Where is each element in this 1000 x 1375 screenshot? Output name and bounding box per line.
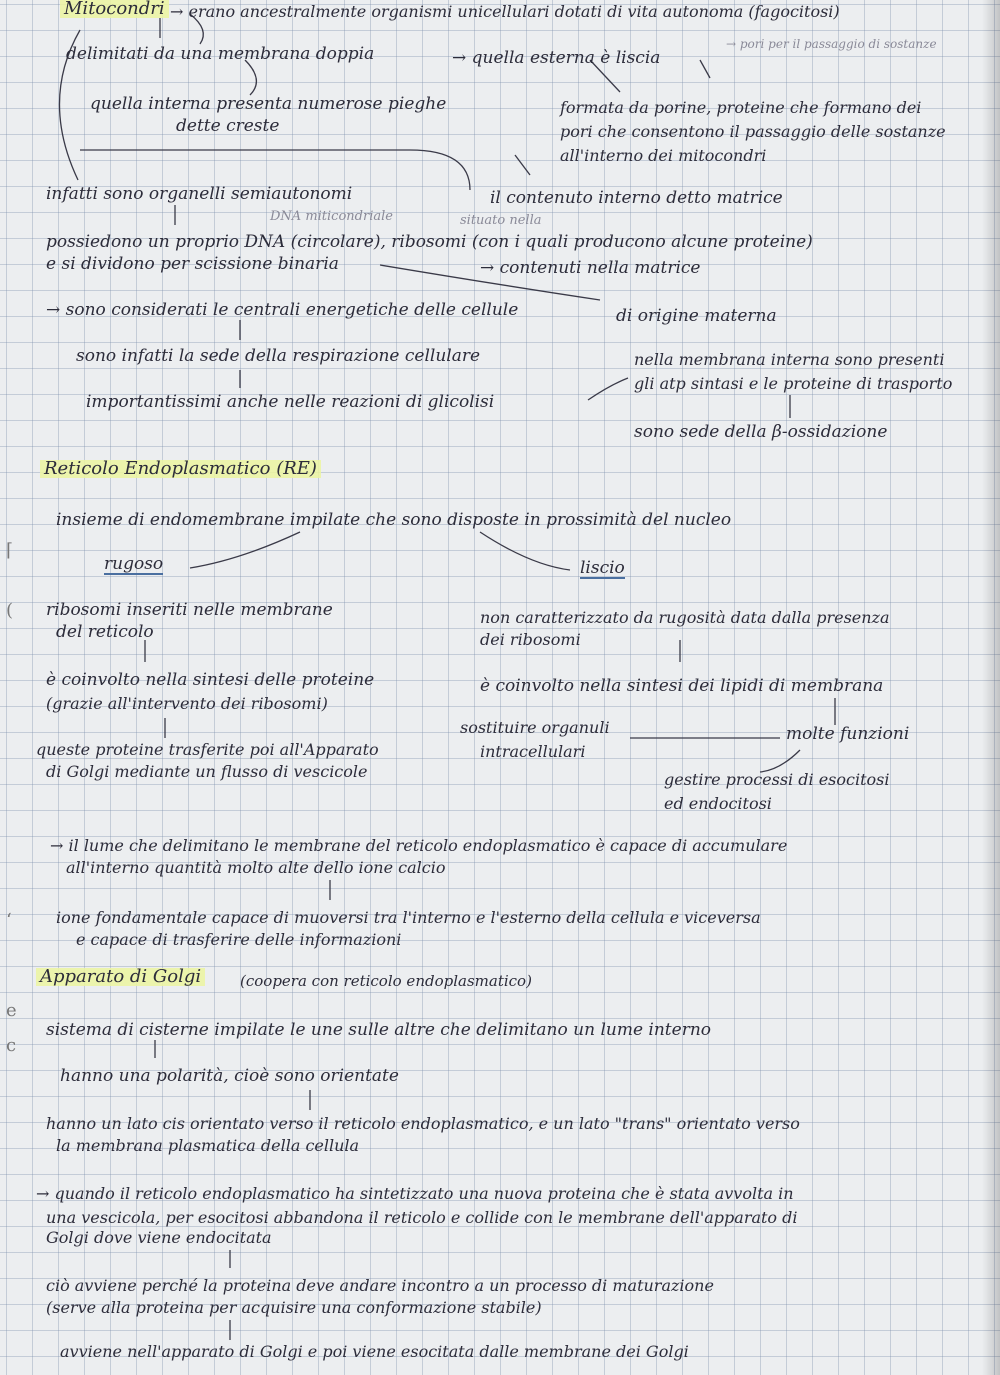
golgi-line-3: hanno un lato cis orientato verso il reticolo endoplasmatico, e un lato "trans" orientato verso: [46, 1114, 800, 1133]
golgi-line-7: Golgi dove viene endocitata: [46, 1228, 272, 1247]
golgi-line-5: → quando il reticolo endoplasmatico ha sintetizzato una nuova proteina che è stata avvolta in: [36, 1184, 794, 1203]
mito-right-1: formata da porine, proteine che formano dei: [560, 98, 922, 117]
golgi-line-9: (serve alla proteina per acquisire una conformazione stabile): [46, 1298, 542, 1317]
margin-mark: ⌈: [6, 540, 14, 561]
re-rugoso-1: ribosomi inseriti nelle membrane: [46, 600, 333, 620]
re-rugoso-6: di Golgi mediante un flusso di vescicole: [46, 762, 368, 781]
re-liscio-8: ed endocitosi: [664, 794, 772, 813]
re-liscio-6: intracellulari: [480, 742, 586, 761]
re-liscio-4: molte funzioni: [786, 724, 910, 744]
re-line-1: insieme di endomembrane impilate che sono disposte in prossimità del nucleo: [56, 510, 732, 530]
golgi-line-4: la membrana plasmatica della cellula: [56, 1136, 360, 1155]
mito-line-1: → erano ancestralmente organismi unicellulari dotati di vita autonoma (fagocitosi): [170, 2, 840, 21]
arrow: [190, 532, 300, 568]
margin-mark: c: [6, 1035, 17, 1056]
mito-right-2: pori che consentono il passaggio delle sostanze: [560, 122, 946, 141]
arrow: [245, 60, 256, 95]
arrow: [480, 532, 570, 570]
mito-right-4: nella membrana interna sono presenti: [634, 350, 945, 369]
mito-line-6: e si dividono per scissione binaria: [46, 254, 339, 274]
mito-line-6b: → contenuti nella matrice: [480, 258, 701, 278]
mito-dna-note: DNA miticondriale: [270, 209, 393, 224]
arrow: [700, 60, 710, 78]
mito-right-3: all'interno dei mitocondri: [560, 146, 767, 165]
mito-line-8: sono infatti la sede della respirazione cellulare: [76, 346, 481, 366]
margin-mark: e: [6, 1000, 17, 1021]
mito-line-4: infatti sono organelli semiautonomi: [46, 184, 353, 204]
golgi-line-10: avviene nell'apparato di Golgi e poi viene esocitata dalle membrane dei Golgi: [60, 1342, 689, 1361]
re-liscio-5: sostituire organuli: [460, 718, 610, 737]
golgi-line-8: ciò avviene perché la proteina deve andare incontro a un processo di maturazione: [46, 1276, 714, 1295]
mito-line-9: importantissimi anche nelle reazioni di glicolisi: [86, 392, 495, 412]
re-liscio-3: è coinvolto nella sintesi dei lipidi di membrana: [480, 676, 884, 696]
mito-line-5: possiedono un proprio DNA (circolare), ribosomi (con i quali producono alcune proteine): [46, 232, 813, 252]
golgi-title: Apparato di Golgi: [36, 968, 205, 986]
mito-line-2b: → quella esterna è liscia: [452, 48, 661, 68]
mito-right-6: sono sede della β-ossidazione: [634, 422, 888, 442]
golgi-line-2: hanno una polarità, cioè sono orientate: [60, 1066, 399, 1086]
mito-line-7b: di origine materna: [616, 306, 777, 326]
arrow: [760, 750, 800, 772]
re-rugoso: rugoso: [104, 554, 164, 574]
re-title: Reticolo Endoplasmatico (RE): [40, 460, 321, 478]
mito-right-5: gli atp sintasi e le proteine di trasporto: [634, 374, 953, 393]
golgi-subtitle: (coopera con reticolo endoplasmatico): [240, 972, 532, 990]
golgi-line-6: una vescicola, per esocitosi abbandona il reticolo e collide con le membrane dell'apparato di: [46, 1208, 798, 1227]
margin-mark: ‘: [6, 910, 12, 931]
re-liscio: liscio: [580, 558, 625, 578]
mitocondri-title: Mitocondri: [60, 0, 169, 18]
arrow: [515, 155, 530, 175]
re-liscio-7: gestire processi di esocitosi: [664, 770, 890, 789]
re-liscio-2: dei ribosomi: [480, 630, 581, 649]
mito-pori-note: → pori per il passaggio di sostanze: [726, 37, 937, 51]
re-rugoso-2: del reticolo: [56, 622, 154, 642]
re-rugoso-3: è coinvolto nella sintesi delle proteine: [46, 670, 375, 690]
re-note-1: → il lume che delimitano le membrane del reticolo endoplasmatico è capace di accumulare: [50, 836, 788, 855]
mito-line-3b: dette creste: [176, 116, 280, 136]
mito-line-7: → sono considerati le centrali energetiche delle cellule: [46, 300, 519, 320]
mito-line-4b: il contenuto interno detto matrice: [490, 188, 783, 208]
mito-line-2: delimitati da una membrana doppia: [66, 44, 375, 64]
re-note-4: e capace di trasferire delle informazioni: [76, 930, 402, 949]
golgi-line-1: sistema di cisterne impilate le une sulle altre che delimitano un lume interno: [46, 1020, 712, 1040]
margin-mark: (: [6, 600, 14, 621]
re-liscio-1: non caratterizzato da rugosità data dalla presenza: [480, 608, 890, 627]
arrow: [588, 378, 628, 400]
mito-dna-note-2: situato nella: [460, 213, 542, 228]
re-note-3: ione fondamentale capace di muoversi tra l'interno e l'esterno della cellula e viceversa: [56, 908, 761, 927]
mito-line-3a: quella interna presenta numerose pieghe: [90, 94, 447, 114]
re-note-2: all'interno quantità molto alte dello ione calcio: [66, 858, 446, 877]
re-rugoso-5: queste proteine trasferite poi all'Apparato: [36, 740, 379, 759]
re-rugoso-4: (grazie all'intervento dei ribosomi): [46, 694, 328, 713]
